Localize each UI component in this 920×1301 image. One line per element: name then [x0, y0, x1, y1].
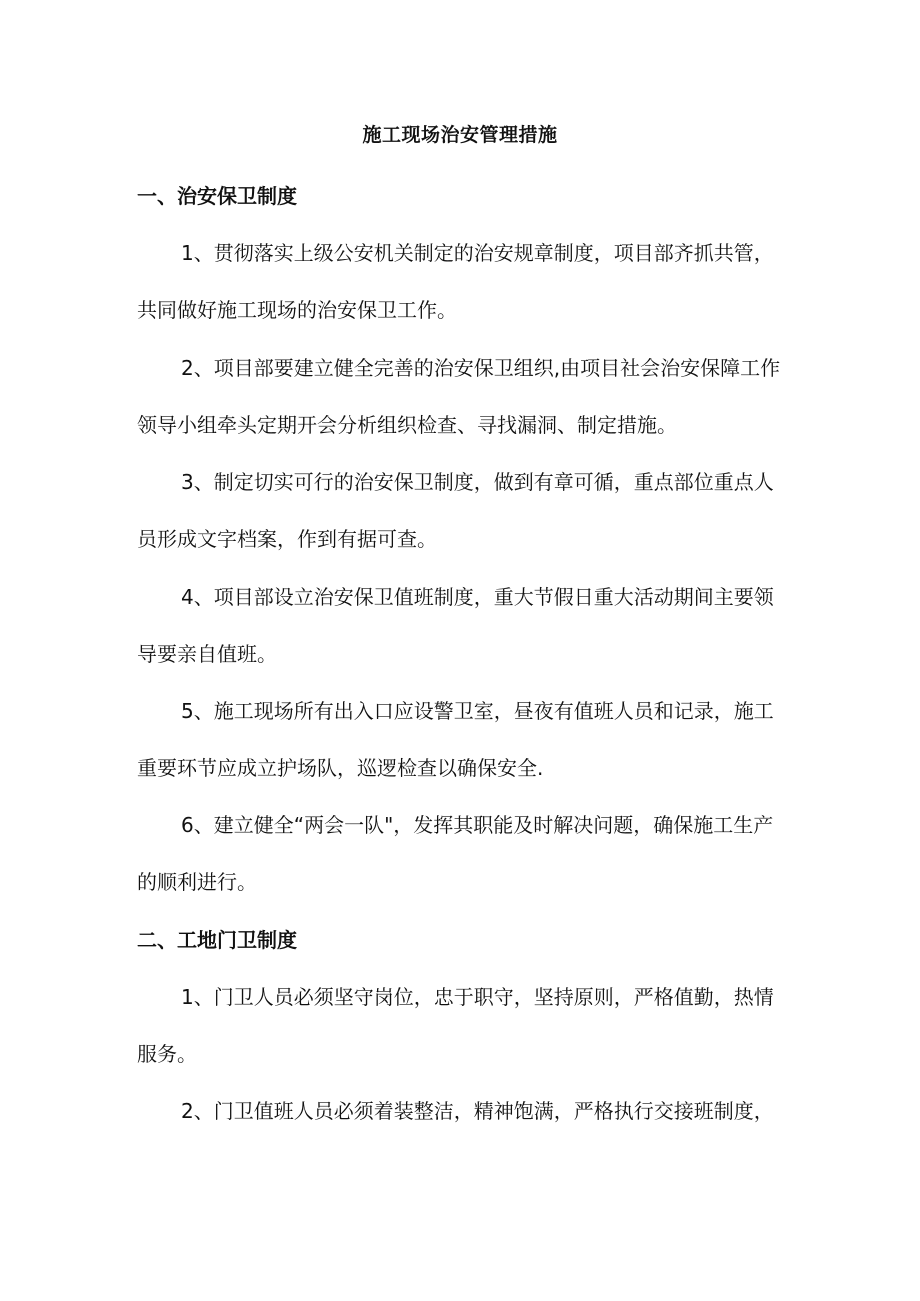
paragraph-line: 员形成文字档案，作到有据可查。	[137, 527, 437, 551]
paragraph-line: 1、门卫人员必须坚守岗位，忠于职守，坚持原则，严格值勤，热情	[181, 985, 774, 1009]
paragraph-line: 导要亲自值班。	[137, 642, 277, 666]
paragraph-line: 共同做好施工现场的治安保卫工作。	[137, 298, 457, 322]
paragraph-line: 重要环节应成立护场队，巡逻检查以确保安全.	[137, 756, 544, 780]
paragraph-line: 6、建立健全“两会一队"，发挥其职能及时解决问题，确保施工生产	[181, 813, 774, 837]
page-title: 施工现场治安管理措施	[362, 124, 558, 146]
paragraph-line: 的顺利进行。	[137, 870, 257, 894]
section-heading-security-system: 一、治安保卫制度	[137, 184, 297, 208]
paragraph-line: 3、制定切实可行的治安保卫制度，做到有章可循，重点部位重点人	[181, 470, 774, 494]
paragraph-line: 4、项目部设立治安保卫值班制度，重大节假日重大活动期间主要领	[181, 585, 774, 609]
paragraph-line: 2、门卫值班人员必须着装整洁，精神饱满，严格执行交接班制度，	[181, 1099, 774, 1123]
section-heading-gate-guard-system: 二、工地门卫制度	[137, 928, 297, 952]
paragraph-line: 5、施工现场所有出入口应设警卫室，昼夜有值班人员和记录，施工	[181, 699, 774, 723]
paragraph-line: 服务。	[137, 1042, 197, 1066]
paragraph-line: 领导小组牵头定期开会分析组织检查、寻找漏洞、制定措施。	[137, 413, 677, 437]
paragraph-line: 1、贯彻落实上级公安机关制定的治安规章制度，项目部齐抓共管，	[181, 241, 774, 265]
paragraph-line: 2、项目部要建立健全完善的治安保卫组织,由项目社会治安保障工作	[181, 356, 781, 380]
